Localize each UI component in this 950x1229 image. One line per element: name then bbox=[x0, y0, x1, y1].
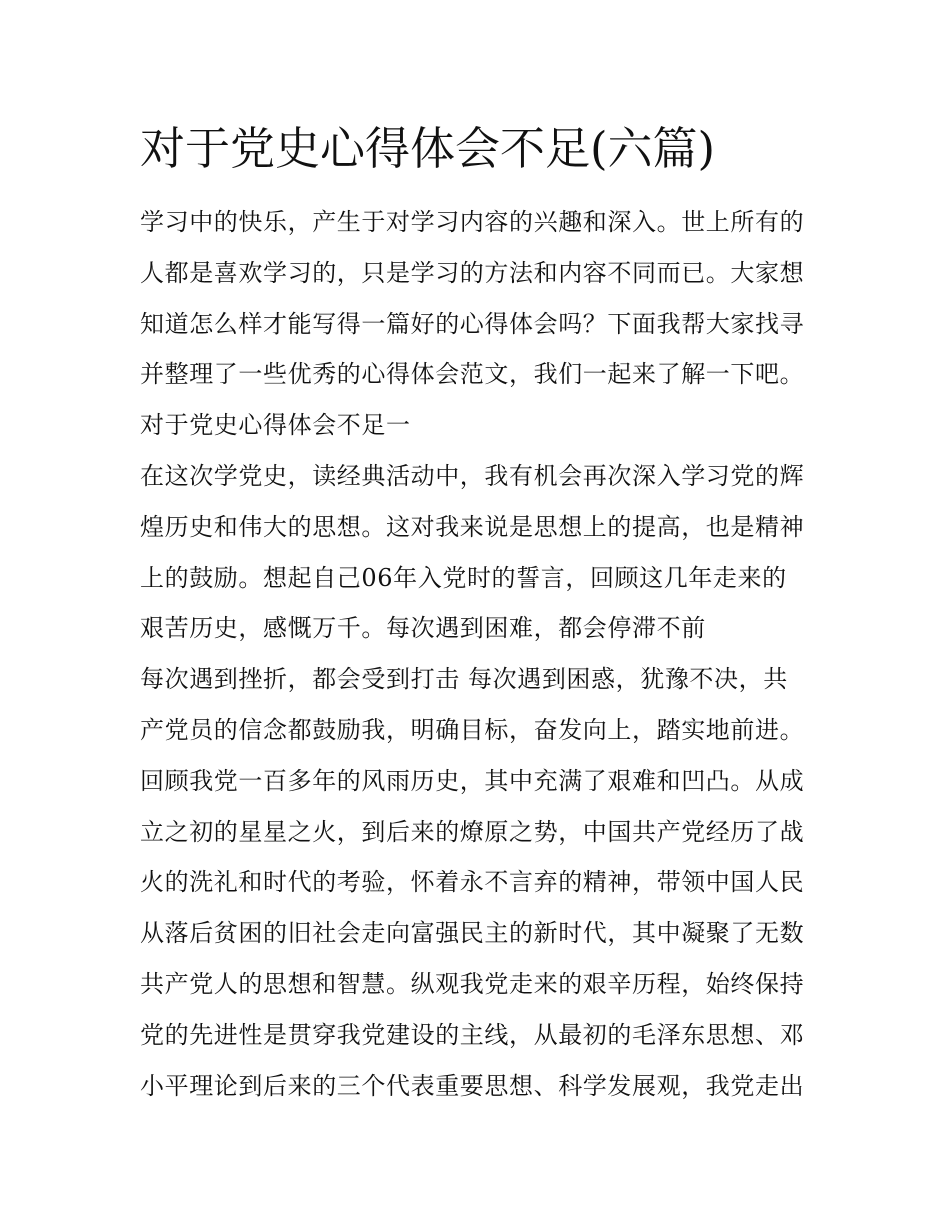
body-line: 学习中的快乐，产生于对学习内容的兴趣和深入。世上所有的 bbox=[140, 208, 805, 236]
body-line: 立之初的星星之火，到后来的燎原之势，中国共产党经历了战 bbox=[140, 817, 805, 846]
body-line: 回顾我党一百多年的风雨历史，其中充满了艰难和凹凸。从成 bbox=[140, 766, 805, 795]
body-line: 知道怎么样才能写得一篇好的心得体会吗？下面我帮大家找寻 bbox=[140, 309, 805, 338]
body-line: 火的洗礼和时代的考验，怀着永不言弃的精神，带领中国人民 bbox=[140, 868, 805, 897]
body-line: 并整理了一些优秀的心得体会范文，我们一起来了解一下吧。 bbox=[140, 360, 805, 389]
document-body bbox=[140, 200, 820, 1114]
body-line: 产党员的信念都鼓励我，明确目标，奋发向上，踏实地前进。 bbox=[140, 715, 805, 744]
body-line: 从落后贫困的旧社会走向富强民主的新时代，其中凝聚了无数 bbox=[140, 919, 805, 948]
body-line: 在这次学党史，读经典活动中，我有机会再次深入学习党的辉 bbox=[140, 461, 805, 490]
body-line: 上的鼓励。想起自己06年入党时的誓言，回顾这几年走来的 bbox=[140, 563, 787, 592]
body-line: 党的先进性是贯穿我党建设的主线，从最初的毛泽东思想、邓 bbox=[140, 1020, 805, 1049]
body-line: 共产党人的思想和智慧。纵观我党走来的艰辛历程，始终保持 bbox=[140, 969, 805, 998]
body-line: 艰苦历史，感慨万千。每次遇到困难，都会停滞不前 bbox=[140, 614, 706, 643]
body-line: 人都是喜欢学习的，只是学习的方法和内容不同而已。大家想 bbox=[140, 258, 805, 287]
body-line: 小平理论到后来的三个代表重要思想、科学发展观，我党走出 bbox=[140, 1071, 805, 1100]
section-heading: 对于党史心得体会不足一 bbox=[140, 411, 411, 440]
body-line: 每次遇到挫折，都会受到打击 每次遇到困惑，犹豫不决，共 bbox=[140, 665, 788, 694]
document-title: 对于党史心得体会不足(六篇) bbox=[140, 122, 716, 175]
body-line: 煌历史和伟大的思想。这对我来说是思想上的提高，也是精神 bbox=[140, 512, 805, 541]
